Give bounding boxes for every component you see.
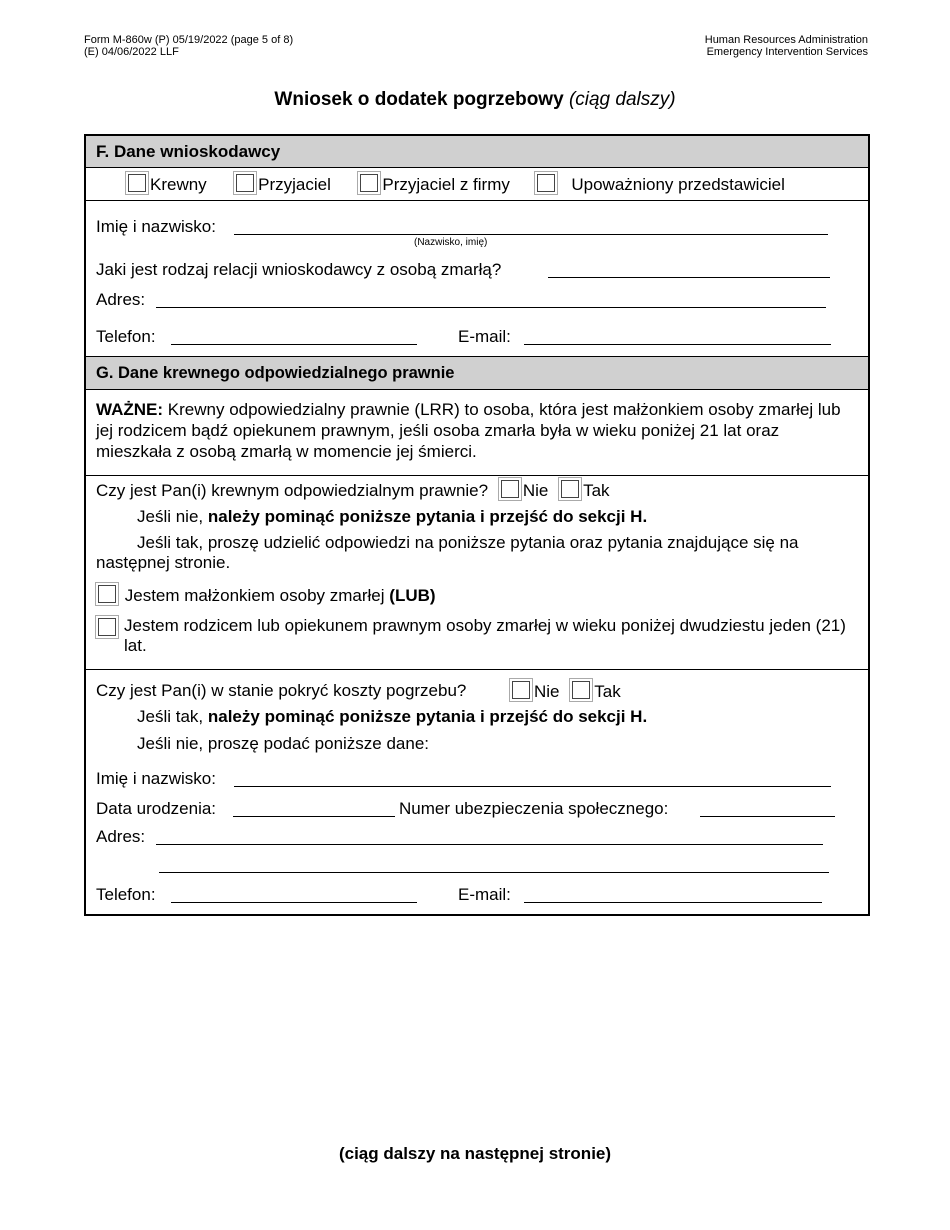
checkbox-cost-no[interactable] [512, 681, 530, 699]
checkbox-parent-guardian[interactable] [98, 618, 116, 636]
lrr-address-label: Adres: [96, 827, 146, 846]
checkbox-company-friend[interactable] [360, 174, 378, 192]
lrr-if-yes-instruction: Jeśli tak, proszę udzielić odpowiedzi na poniższe pytania oraz pytania znajdujące się na następnej stronie. [96, 533, 799, 572]
option-company-friend-label: Przyjaciel z firmy [382, 175, 510, 194]
lrr-question-block [86, 476, 868, 670]
cost-no-label: Nie [534, 682, 560, 701]
spouse-or-label: (LUB) [389, 586, 436, 605]
checkbox-cost-yes[interactable] [572, 681, 590, 699]
lrr-name-label: Imię i nazwisko: [96, 769, 216, 788]
lrr-no-label: Nie [522, 481, 549, 500]
form-id-block [84, 34, 293, 58]
applicant-name-hint: (Nazwisko, imię) [414, 237, 488, 248]
checkbox-spouse[interactable] [98, 585, 116, 603]
lrr-email-field[interactable] [524, 902, 822, 903]
funeral-cost-block [86, 670, 868, 914]
lrr-address-field-2[interactable] [159, 872, 829, 873]
continued-footer: (ciąg dalszy na następnej stronie) [338, 1144, 612, 1163]
title-main: Wniosek o dodatek pogrzebowy [274, 89, 564, 110]
cost-yes-label: Tak [594, 682, 621, 701]
option-relative-label: Krewny [150, 175, 207, 194]
important-label: WAŻNE: [96, 400, 164, 419]
lrr-question: Czy jest Pan(i) krewnym odpowiedzialnym prawnie? [96, 481, 489, 500]
lrr-address-field-1[interactable] [156, 844, 823, 845]
applicant-phone-label: Telefon: [96, 327, 156, 346]
page-title [0, 89, 950, 111]
relation-label: Jaki jest rodzaj relacji wnioskodawcy z osobą zmarłą? [96, 260, 502, 279]
form-edition: (E) 04/06/2022 LLF [84, 46, 179, 58]
checkbox-relative[interactable] [128, 174, 146, 192]
applicant-address-field[interactable] [156, 307, 826, 308]
agency-name: Human Resources Administration [704, 34, 868, 46]
form-table [84, 134, 870, 916]
cost-if-yes-instruction: należy pominąć poniższe pytania i przejść do sekcji H. [207, 707, 648, 726]
form-id: Form M-860w (P) 05/19/2022 (page 5 of 8) [84, 34, 294, 46]
parent-guardian-text: Jestem rodzicem lub opiekunem prawnym osoby zmarłej w wieku poniżej dwudziestu jeden (21) lat. [124, 616, 846, 655]
cost-question: Czy jest Pan(i) w stanie pokryć koszty pogrzebu? [96, 681, 467, 700]
agency-block [705, 34, 868, 58]
applicant-phone-field[interactable] [171, 344, 417, 345]
important-note [86, 390, 868, 476]
relationship-options-row [86, 168, 868, 201]
ssn-label: Numer ubezpieczenia społecznego: [399, 799, 669, 818]
lrr-yes-label: Tak [583, 481, 610, 500]
lrr-if-no-instruction: należy pominąć poniższe pytania i przejść do sekcji H. [207, 507, 648, 526]
section-f-heading: F. Dane wnioskodawcy [86, 134, 868, 168]
checkbox-friend[interactable] [236, 174, 254, 192]
option-authorized-rep-label: Upoważniony przedstawiciel [571, 175, 785, 194]
applicant-address-label: Adres: [96, 290, 146, 309]
dob-label: Data urodzenia: [96, 799, 217, 818]
ssn-field[interactable] [700, 816, 835, 817]
applicant-name-field[interactable] [234, 234, 828, 235]
lrr-phone-field[interactable] [171, 902, 417, 903]
dob-field[interactable] [233, 816, 395, 817]
title-suffix: (ciąg dalszy) [568, 89, 676, 110]
important-text: Krewny odpowiedzialny prawnie (LRR) to osoba, która jest małżonkiem osoby zmarłej lub jej rodzicem bądź opiekunem prawnym, jeśli osoba zmarła była w wieku poniżej 21 lat oraz mieszkała z osobą zmarłą w momencie jej śmierci. [96, 400, 841, 461]
option-friend-label: Przyjaciel [258, 175, 331, 194]
applicant-email-label: E-mail: [458, 327, 511, 346]
applicant-email-field[interactable] [524, 344, 831, 345]
checkbox-lrr-yes[interactable] [561, 480, 579, 498]
lrr-name-field[interactable] [234, 786, 831, 787]
applicant-details-block [86, 201, 868, 357]
department-name: Emergency Intervention Services [706, 46, 868, 58]
spouse-text: Jestem małżonkiem osoby zmarłej [124, 586, 385, 605]
lrr-if-no-prefix: Jeśli nie, [137, 507, 204, 526]
relation-field[interactable] [548, 277, 830, 278]
lrr-email-label: E-mail: [458, 885, 511, 904]
cost-if-yes-prefix: Jeśli tak, [137, 707, 204, 726]
cost-if-no-instruction: Jeśli nie, proszę podać poniższe dane: [137, 734, 430, 753]
checkbox-lrr-no[interactable] [501, 480, 519, 498]
applicant-name-label: Imię i nazwisko: [96, 217, 216, 236]
checkbox-authorized-rep[interactable] [537, 174, 555, 192]
section-g-heading: G. Dane krewnego odpowiedzialnego prawnie [86, 357, 868, 390]
lrr-phone-label: Telefon: [96, 885, 156, 904]
